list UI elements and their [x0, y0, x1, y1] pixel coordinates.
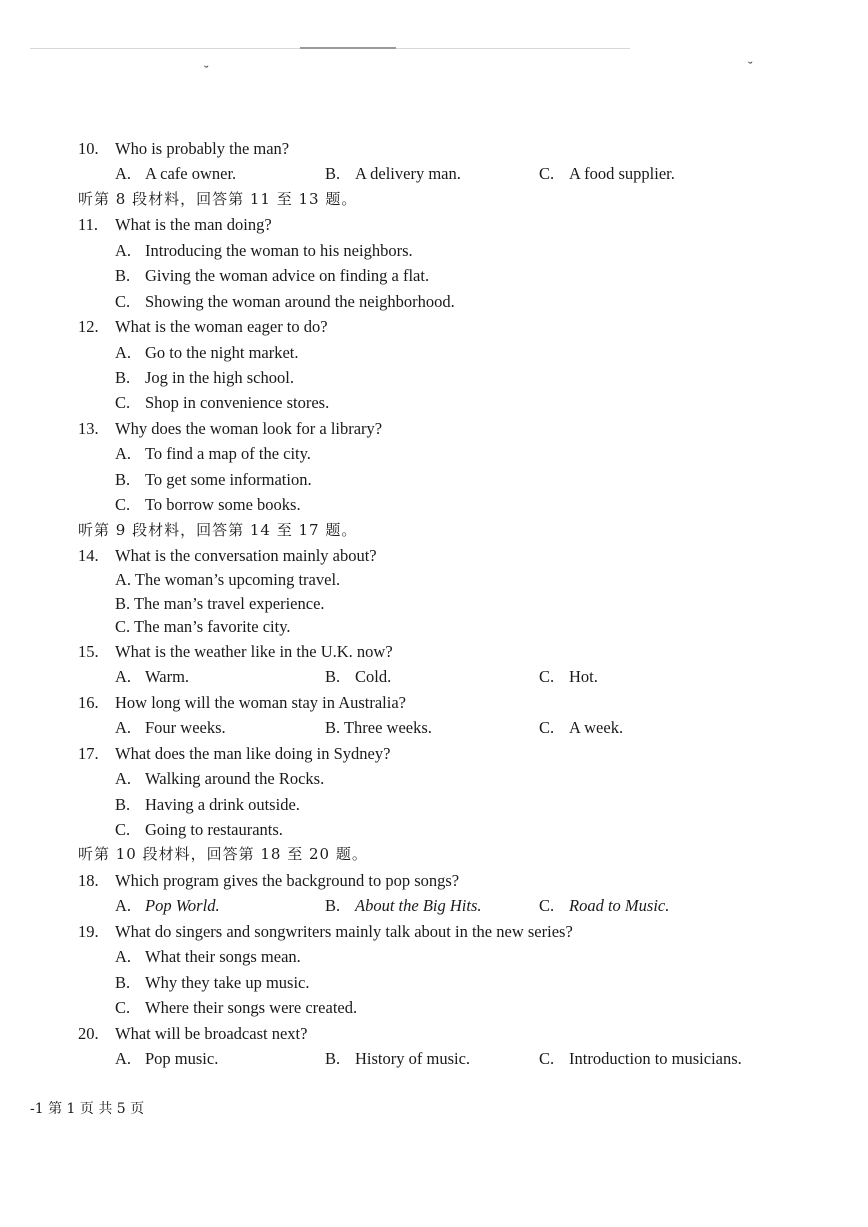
questions-content [78, 136, 818, 1071]
question-15-options: A. Warm. B. Cold. C. Hot. [115, 667, 598, 687]
question-19-option-b: B. Why they take up music. [115, 972, 310, 992]
question-12: 12. What is the woman eager to do? [78, 317, 328, 337]
section-heading-9: 听第 9 段材料，回答第 14 至 17 题。 [78, 520, 358, 539]
question-20: 20. What will be broadcast next? [78, 1023, 308, 1043]
question-10: 10. Who is probably the man? [78, 139, 290, 158]
question-16: 16. How long will the woman stay in Australia? [78, 692, 406, 712]
question-12-option-b: B. Jog in the high school. [115, 367, 294, 387]
scan-mark: ˘ [748, 60, 753, 75]
question-19-option-a: A. What their songs mean. [115, 947, 301, 967]
question-13-option-b: B. To get some information. [115, 469, 312, 489]
question-17: 17. What does the man like doing in Sydney? [78, 743, 391, 763]
question-14-option-a: A. The woman’s upcoming travel. [115, 570, 341, 590]
question-11-option-b: B. Giving the woman advice on finding a flat. [115, 266, 430, 286]
question-14: 14. What is the conversation mainly about? [78, 546, 377, 565]
question-18: 18. Which program gives the background to pop songs? [78, 870, 460, 890]
question-17-option-a: A. Walking around the Rocks. [115, 769, 325, 789]
question-11-option-c: C. Showing the woman around the neighborhood. [115, 291, 455, 311]
question-13-option-c: C. To borrow some books. [115, 495, 301, 515]
question-20-options: A. Pop music. B. History of music. C. Introduction to musicians. [115, 1048, 742, 1068]
question-13: 13. Why does the woman look for a library? [78, 418, 383, 438]
section-heading-10: 听第 10 段材料，回答第 18 至 20 题。 [78, 845, 368, 864]
question-19-option-c: C. Where their songs were created. [115, 998, 358, 1018]
question-16-options: A. Four weeks. B. Three weeks. C. A week. [115, 718, 624, 738]
question-11: 11. What is the man doing? [78, 215, 272, 235]
section-heading-8: 听第 8 段材料，回答第 11 至 13 题。 [78, 189, 358, 208]
question-12-option-a: A. Go to the night market. [115, 342, 299, 362]
question-19: 19. What do singers and songwriters mainly talk about in the new series? [78, 921, 573, 941]
question-12-option-c: C. Shop in convenience stores. [115, 393, 330, 413]
question-11-option-a: A. Introducing the woman to his neighbors. [115, 240, 413, 260]
question-14-option-b: B. The man’s travel experience. [115, 593, 325, 613]
question-15: 15. What is the weather like in the U.K. now? [78, 641, 393, 661]
scan-mark: ˘ [204, 64, 209, 79]
question-17-option-b: B. Having a drink outside. [115, 794, 300, 814]
page-footer: -1 第 1 页 共 5 页 [30, 1101, 145, 1117]
question-18-options: A. Pop World. B. About the Big Hits. C. Road to Music. [115, 896, 670, 916]
top-rule-dark [300, 47, 396, 49]
question-17-option-c: C. Going to restaurants. [115, 820, 283, 839]
question-14-option-c: C. The man’s favorite city. [115, 617, 291, 637]
question-10-options: A. A cafe owner. B. A delivery man. C. A food supplier. [115, 164, 675, 184]
question-13-option-a: A. To find a map of the city. [115, 444, 311, 464]
